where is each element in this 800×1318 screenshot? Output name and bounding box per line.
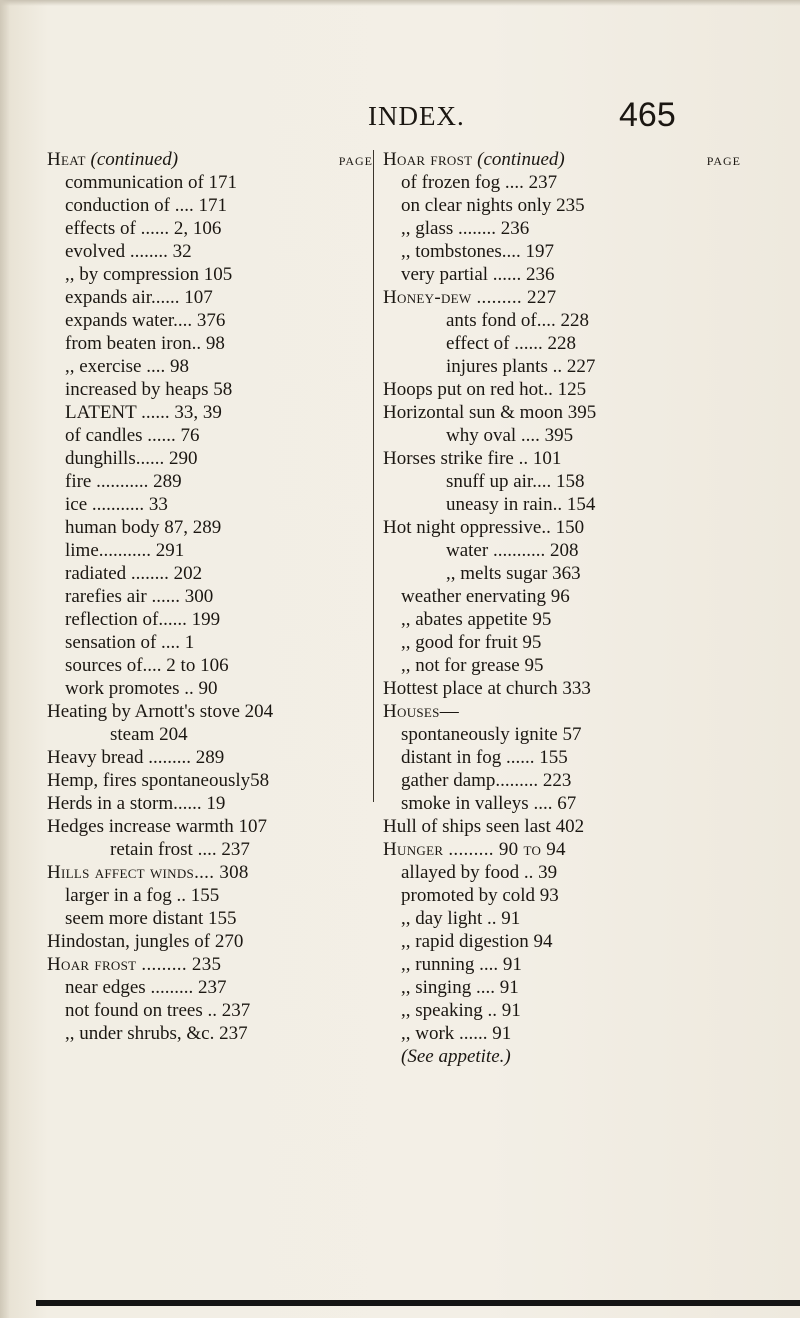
index-entry: sensation of .... 1 bbox=[65, 632, 195, 653]
index-entry: ,, running .... 91 bbox=[401, 954, 522, 975]
index-entry: expands water.... 376 bbox=[65, 310, 226, 331]
index-entry: communication of 171 bbox=[65, 172, 238, 193]
index-entry: Hottest place at church 333 bbox=[383, 678, 591, 699]
index-column-right bbox=[383, 148, 741, 1068]
index-entry: ,, good for fruit 95 bbox=[401, 632, 542, 653]
index-entry: conduction of .... 171 bbox=[65, 195, 228, 216]
index-entry: of frozen fog .... 237 bbox=[401, 172, 558, 193]
page-column-label: PAGE bbox=[338, 154, 373, 168]
page-column-label: PAGE bbox=[706, 154, 741, 168]
index-entry: ,, exercise .... 98 bbox=[65, 356, 189, 377]
index-entry: LATENT ...... 33, 39 bbox=[65, 402, 222, 423]
index-entry: uneasy in rain.. 154 bbox=[446, 494, 596, 515]
index-entry: snuff up air.... 158 bbox=[446, 471, 585, 492]
index-entry: effects of ...... 2, 106 bbox=[65, 218, 222, 239]
index-entry: water ........... 208 bbox=[446, 540, 579, 561]
index-entry: Hemp, fires spontaneously58 bbox=[47, 770, 270, 791]
index-entry: Hunger ......... 90 to 94 bbox=[383, 839, 566, 860]
index-entry: ,, not for grease 95 bbox=[401, 655, 544, 676]
page-binding-shadow bbox=[0, 0, 10, 1318]
page-top-edge bbox=[0, 0, 800, 6]
heading-term: Hoar frost bbox=[383, 149, 473, 170]
index-entry: not found on trees .. 237 bbox=[65, 1000, 251, 1021]
index-entry: very partial ...... 236 bbox=[401, 264, 555, 285]
index-entry: radiated ........ 202 bbox=[65, 563, 203, 584]
index-entry: ,, work ...... 91 bbox=[401, 1023, 512, 1044]
index-entry: retain frost .... 237 bbox=[110, 839, 250, 860]
page-number: 465 bbox=[619, 96, 676, 134]
index-entry: Hedges increase warmth 107 bbox=[47, 816, 268, 837]
index-entry: Honey-dew ......... 227 bbox=[383, 287, 557, 308]
index-entry: smoke in valleys .... 67 bbox=[401, 793, 577, 814]
index-entry: Hills affect winds.... 308 bbox=[47, 862, 249, 883]
index-entry: sources of.... 2 to 106 bbox=[65, 655, 229, 676]
index-entry: Herds in a storm...... 19 bbox=[47, 793, 226, 814]
index-entry: injures plants .. 227 bbox=[446, 356, 596, 377]
index-entry: ,, under shrubs, &c. 237 bbox=[65, 1023, 248, 1044]
index-entry: ,, day light .. 91 bbox=[401, 908, 521, 929]
index-entry: ,, tombstones.... 197 bbox=[401, 241, 555, 262]
heading-term: Heat bbox=[47, 149, 86, 170]
index-entry: distant in fog ...... 155 bbox=[401, 747, 568, 768]
running-head: INDEX. bbox=[368, 101, 465, 131]
index-entry: ice ........... 33 bbox=[65, 494, 168, 515]
index-entry: of candles ...... 76 bbox=[65, 425, 200, 446]
index-entry: effect of ...... 228 bbox=[446, 333, 576, 354]
index-entry: reflection of...... 199 bbox=[65, 609, 221, 630]
index-entry: promoted by cold 93 bbox=[401, 885, 559, 906]
index-entry: dunghills...... 290 bbox=[65, 448, 198, 469]
index-entry: expands air...... 107 bbox=[65, 287, 213, 308]
heading-continued: (continued) bbox=[477, 149, 565, 170]
index-entry: ants fond of.... 228 bbox=[446, 310, 590, 331]
index-entry: Heavy bread ......... 289 bbox=[47, 747, 225, 768]
index-entry: weather enervating 96 bbox=[401, 586, 570, 607]
index-entry: ,, rapid digestion 94 bbox=[401, 931, 553, 952]
column-divider bbox=[373, 150, 374, 802]
index-entry: spontaneously ignite 57 bbox=[401, 724, 582, 745]
index-entry: ,, glass ........ 236 bbox=[401, 218, 530, 239]
index-entry: near edges ......... 237 bbox=[65, 977, 227, 998]
index-entry: from beaten iron.. 98 bbox=[65, 333, 225, 354]
index-entry: ,, singing .... 91 bbox=[401, 977, 519, 998]
index-entry: Heating by Arnott's stove 204 bbox=[47, 701, 274, 722]
index-entry: rarefies air ...... 300 bbox=[65, 586, 214, 607]
index-entry: Hindostan, jungles of 270 bbox=[47, 931, 244, 952]
index-entry: on clear nights only 235 bbox=[401, 195, 585, 216]
index-entry: ,, by compression 105 bbox=[65, 264, 233, 285]
index-entry: Houses— bbox=[383, 701, 459, 722]
index-entry: Horses strike fire .. 101 bbox=[383, 448, 562, 469]
see-also-note: (See appetite.) bbox=[401, 1046, 511, 1067]
index-entry: lime........... 291 bbox=[65, 540, 185, 561]
page-bottom-edge bbox=[36, 1300, 800, 1306]
column-heading bbox=[47, 148, 373, 171]
index-entry: human body 87, 289 bbox=[65, 517, 222, 538]
index-entry: larger in a fog .. 155 bbox=[65, 885, 220, 906]
index-entry: steam 204 bbox=[110, 724, 188, 745]
index-entry: Hot night oppressive.. 150 bbox=[383, 517, 585, 538]
index-entry: evolved ........ 32 bbox=[65, 241, 192, 262]
index-column-left bbox=[47, 148, 373, 1045]
index-entry: Hull of ships seen last 402 bbox=[383, 816, 585, 837]
column-heading bbox=[383, 148, 741, 171]
index-entry: increased by heaps 58 bbox=[65, 379, 233, 400]
index-entry: Horizontal sun & moon 395 bbox=[383, 402, 597, 423]
index-entry: ,, speaking .. 91 bbox=[401, 1000, 521, 1021]
index-entry: ,, melts sugar 363 bbox=[446, 563, 581, 584]
index-entry: fire ........... 289 bbox=[65, 471, 182, 492]
index-entry: work promotes .. 90 bbox=[65, 678, 218, 699]
index-entry: seem more distant 155 bbox=[65, 908, 237, 929]
index-entry: why oval .... 395 bbox=[446, 425, 574, 446]
heading-continued: (continued) bbox=[90, 149, 179, 170]
index-entry: gather damp......... 223 bbox=[401, 770, 572, 791]
index-entry: allayed by food .. 39 bbox=[401, 862, 558, 883]
index-entry: Hoops put on red hot.. 125 bbox=[383, 379, 587, 400]
index-entry: ,, abates appetite 95 bbox=[401, 609, 552, 630]
index-entry: Hoar frost ......... 235 bbox=[47, 954, 222, 975]
